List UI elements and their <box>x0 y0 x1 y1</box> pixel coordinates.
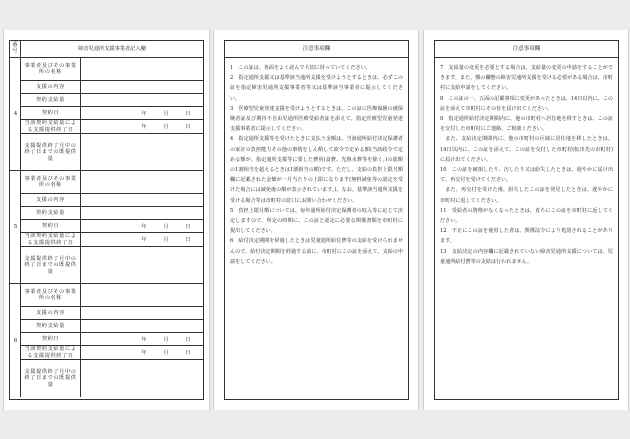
note-item: 5 負担上限月額については、毎年通所給付決定保護者の収入等に応じて決定しますので、所定の時期に、この証と認定に必要な関係書類を市町村に提出してください。 <box>230 207 403 235</box>
date-month-label: 月 <box>163 336 169 343</box>
notes-body <box>440 63 613 267</box>
note-item: 4 指定通所支援等を受けたときに支払う金額は、当該通所給付決定保護者の家計の負担能力その他の事情をしん酌して政令で定める額(当該政令で定める額が、指定通所支援等に要した費用(食費、光熱水費等を除く。)の総額の1割相当を超えるときは1割相当の額)です。ただし、支給の負担上限月額欄に記載された金額が一月当たりの上限になります(無料減免等の認定を受けた場合には減免後の額が表示されています。)。なお、基準該当通所支援を受ける場合等は市町村の窓口にお問い合わせください。 <box>230 136 403 204</box>
notes-body <box>230 63 403 267</box>
note-item: 8 この証の一、五面の記載事項に変更があったときは、14日以内に、この証を添えて市町村にその旨を届け出てください。 <box>440 95 613 112</box>
row-value-field[interactable] <box>81 284 203 306</box>
form-row <box>21 284 203 307</box>
form-row <box>21 360 203 397</box>
row-label: 支援提供終了月中の終了日までの既提供量 <box>21 134 81 171</box>
row-value-field[interactable] <box>81 194 203 206</box>
provider-block-5 <box>10 171 203 284</box>
date-month-label: 月 <box>163 110 169 117</box>
table-header <box>10 41 203 58</box>
form-row <box>21 320 203 333</box>
row-value-field[interactable] <box>81 94 203 106</box>
row-label: 事業者及びその事業所の名称 <box>21 284 81 306</box>
note-item: また、再交付を受けた後、紛失したこの証を発見したときは、遅やかに市町村に返してください。 <box>440 187 613 204</box>
block-number: 4 <box>13 111 18 117</box>
row-value-field[interactable] <box>81 134 203 171</box>
provider-entry-table <box>9 40 204 400</box>
row-value-field[interactable] <box>81 120 203 133</box>
row-value-field[interactable] <box>81 58 203 80</box>
form-row <box>21 220 203 233</box>
row-value-field[interactable] <box>81 307 203 319</box>
date-year-label: 年 <box>141 223 147 230</box>
note-item: 13 支給決定の内容欄に記載されていない障害児通所支援については、児童通所給付費等の支給は行われません。 <box>440 248 613 265</box>
date-day-label: 日 <box>185 237 191 243</box>
row-label: 当該契約支給量による支援提供終了日 <box>21 233 81 246</box>
date-month-label: 月 <box>163 237 169 243</box>
form-row <box>21 81 203 94</box>
date-month-label: 月 <box>163 223 169 230</box>
row-value-field[interactable] <box>81 207 203 219</box>
right-page <box>423 30 629 410</box>
table-title: 障害児通所支援事業者記入欄 <box>78 46 146 52</box>
form-row <box>21 247 203 284</box>
row-value-field[interactable] <box>81 320 203 332</box>
row-value-field[interactable] <box>81 247 203 284</box>
row-label: 支援の内容 <box>21 81 81 93</box>
form-row <box>21 58 203 81</box>
date-day-label: 日 <box>185 223 191 230</box>
note-item: 11 受給者の資格がなくなったときは、直ちにこの証を市町村に返してください。 <box>440 207 613 225</box>
form-row <box>21 120 203 134</box>
date-year-label: 年 <box>141 237 147 243</box>
note-item: 9 指定通所給付決定期間内に、他の市町村へ居住地を移すときは、この証を交付した市町村にご連絡、ご相談ください。 <box>440 116 613 133</box>
note-item: 2 指定通所支援又は基準該当通所支援を受けようとするときは、必ずこの証を指定障害児通所支援事業者等又は基準該当事業者に提示してください。 <box>230 75 403 102</box>
row-label: 契約日 <box>21 220 81 232</box>
row-label: 事業者及びその事業所の名称 <box>21 58 81 80</box>
date-year-label: 年 <box>141 124 147 130</box>
date-month-label: 月 <box>163 124 169 130</box>
block-number: 5 <box>13 224 18 230</box>
date-month-label: 月 <box>163 350 169 356</box>
row-label: 支援提供終了月中の終了日までの既提供量 <box>21 360 81 397</box>
note-item: 1 この証は、各面をよく読んで大切に持っていてください。 <box>230 65 371 71</box>
row-label: 契約支給量 <box>21 320 81 332</box>
form-row <box>21 134 203 171</box>
row-label: 契約支給量 <box>21 207 81 219</box>
provider-block-4 <box>10 58 203 171</box>
row-value-field[interactable] <box>81 171 203 193</box>
form-row <box>21 333 203 346</box>
note-item: 12 不正にこの証を使用した者は、関係法令により処罰されることがあります。 <box>440 228 613 245</box>
note-item: また、支給決定期間内に、他の市町村の区域に居住地を移したときは、14日以内に、この証を添えて、この証を交付した市町村(転出先の市町村)に届け出てください。 <box>440 136 613 163</box>
form-row <box>21 346 203 360</box>
form-row <box>21 307 203 320</box>
form-row <box>21 207 203 220</box>
notes-title: 注意事項欄 <box>225 41 408 58</box>
row-label: 事業者及びその事業所の名称 <box>21 171 81 193</box>
date-year-label: 年 <box>141 350 147 356</box>
notes-panel-2 <box>434 40 619 400</box>
row-label: 支援の内容 <box>21 194 81 206</box>
row-label: 契約日 <box>21 107 81 119</box>
number-header: 番号 <box>10 41 21 58</box>
note-item: 3 医療型児童発達支援を受けようとするときは、この証に医療保険の被保険者証及び期待不自由児通所医療受給者証を添えて、指定医療型児童発達支援事業者に提示してください。 <box>230 105 403 133</box>
row-label: 支援提供終了月中の終了日までの既提供量 <box>21 247 81 284</box>
form-row <box>21 194 203 207</box>
row-value-field[interactable] <box>81 333 203 345</box>
row-value-field[interactable] <box>81 233 203 246</box>
row-value-field[interactable] <box>81 220 203 232</box>
notes-panel-1 <box>224 40 409 400</box>
form-row <box>21 94 203 107</box>
date-day-label: 日 <box>185 350 191 356</box>
date-day-label: 日 <box>185 110 191 117</box>
form-row <box>21 171 203 194</box>
date-year-label: 年 <box>141 336 147 343</box>
form-row <box>21 107 203 120</box>
left-page <box>3 30 210 410</box>
form-row <box>21 233 203 247</box>
date-day-label: 日 <box>185 336 191 343</box>
block-number: 6 <box>13 337 18 344</box>
date-year-label: 年 <box>141 110 147 117</box>
middle-page <box>213 30 419 410</box>
row-label: 契約日 <box>21 333 81 345</box>
row-value-field[interactable] <box>81 346 203 359</box>
row-value-field[interactable] <box>81 107 203 119</box>
date-day-label: 日 <box>185 124 191 130</box>
note-item: 7 支給量の変更を必要とする場合は、支給量の変更の申請をすることができます。また、額の欄態の障害児通所支援を受ける必要がある場合は、市町村に支給申請をしてください。 <box>440 65 613 92</box>
row-value-field[interactable] <box>81 360 203 397</box>
row-label: 当該契約支給量による支援提供終了日 <box>21 346 81 359</box>
note-item: 10 この証を破損したり、汚したり又は紛失したときは、遅やかに届け出て、再交付を受けてください。 <box>440 167 613 184</box>
provider-block-6 <box>10 284 203 397</box>
row-value-field[interactable] <box>81 81 203 93</box>
note-item: 6 給付決定期間を経過したときは児童通所給付費等の支給を受けられませんので、給付決定期間を経過する前に、市町村にこの証を添えて、支給の申請をしてください。 <box>230 238 403 265</box>
row-label: 当該契約支給量による支援提供終了日 <box>21 120 81 133</box>
row-label: 支援の内容 <box>21 307 81 319</box>
notes-title: 注意事項欄 <box>435 41 618 58</box>
row-label: 契約支給量 <box>21 94 81 106</box>
